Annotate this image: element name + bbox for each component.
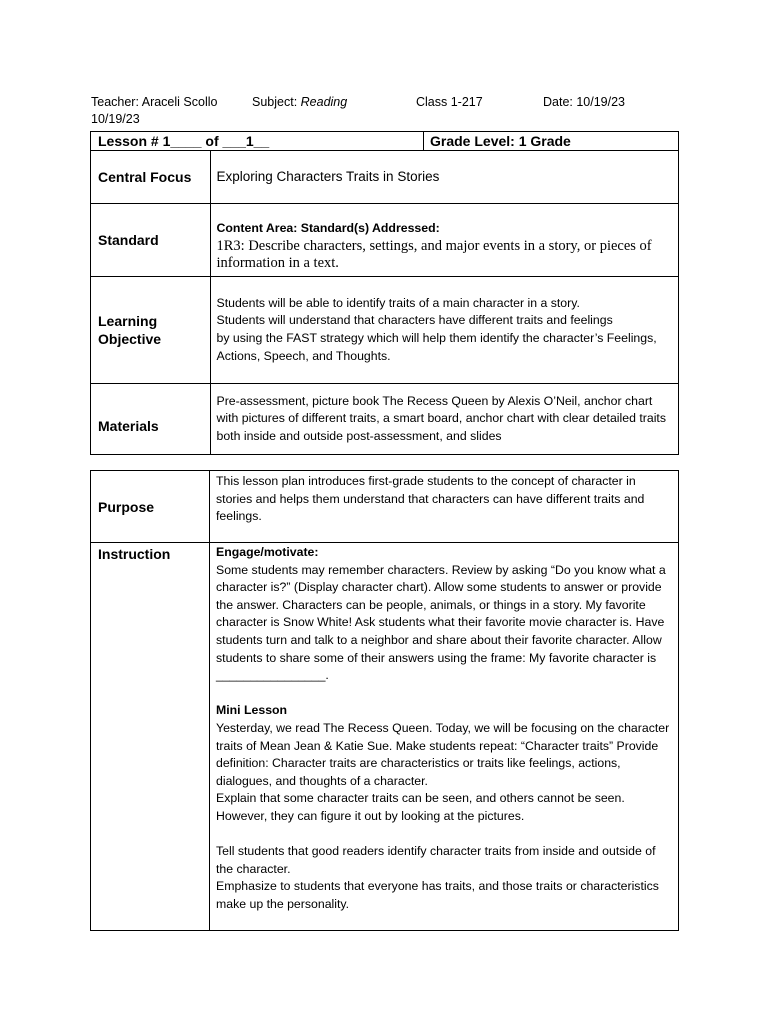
lesson-details-table bbox=[90, 470, 679, 931]
subject bbox=[252, 94, 347, 110]
materials-label: Materials bbox=[91, 384, 210, 454]
central-focus-text: Exploring Characters Traits in Stories bbox=[216, 169, 440, 185]
tell-text-1: Tell students that good readers identify character traits from inside and outside of the character. bbox=[216, 844, 656, 876]
teacher-name: Teacher: Araceli Scollo bbox=[91, 95, 218, 109]
mini-lesson-text-1: Yesterday, we read The Recess Queen. Today, we will be focusing on the character traits of Mean Jean & Katie Sue. Make students repeat: “Character traits” Provide definition: Character traits are characteristics or traits like feelings, actions, dialogues, and thoughts of a character. bbox=[216, 720, 670, 788]
purpose-text: This lesson plan introduces first-grade students to the concept of character in stories and helps them understand that characters can have different traits and feelings. bbox=[210, 471, 679, 543]
tell-text-2: Emphasize to students that everyone has traits, and those traits or characteristics make up the personality. bbox=[216, 879, 659, 911]
materials-row bbox=[91, 384, 679, 455]
date-wrap: 10/19/23 bbox=[91, 112, 140, 126]
standard-row bbox=[91, 204, 679, 277]
learning-objective-text: Students will be able to identify traits of a main character in a story. Students will understand that characters have different traits and feelings by using the FAST strategy which will help them identify the character’s Feelings, Actions, Speech, and Thoughts. bbox=[216, 295, 657, 363]
date: Date: 10/19/23 bbox=[543, 95, 626, 109]
standard-label: Standard bbox=[91, 204, 210, 276]
grade-level: Grade Level: 1 Grade bbox=[424, 132, 679, 151]
lesson-plan-table bbox=[90, 131, 679, 455]
purpose-row bbox=[91, 471, 679, 543]
class-number: Class 1-217 bbox=[416, 95, 483, 109]
instruction-content bbox=[210, 543, 679, 931]
central-focus-row bbox=[91, 151, 679, 204]
learning-objective-row bbox=[91, 277, 679, 384]
mini-lesson-heading: Mini Lesson bbox=[216, 703, 288, 718]
central-focus-label: Central Focus bbox=[91, 151, 210, 203]
engage-heading: Engage/motivate: bbox=[216, 545, 319, 559]
materials-text: Pre-assessment, picture book The Recess Queen by Alexis O’Neil, anchor chart with pictures of different traits, a smart board, anchor chart with clear detailed traits both inside and outside post-assessment, and slides bbox=[216, 393, 666, 443]
learning-objective-label: Learning Objective bbox=[91, 277, 210, 383]
instruction-row bbox=[91, 543, 679, 931]
lesson-number: Lesson # 1____ of ___1__ bbox=[91, 132, 424, 151]
subject-label: Subject: bbox=[252, 95, 301, 109]
engage-text: Some students may remember characters. Review by asking “Do you know what a character is?” (Display character chart). Allow some students to answer or provide the answer. Characters can be people, animals, or things in a story. My favorite character is Snow White! Ask students what their favorite movie character is. Have students turn and talk to a neighbor and share about their favorite character. Allow students to share some of their answers using the frame: My favorite character is ________________. bbox=[216, 562, 666, 683]
standard-text: 1R3: Describe characters, settings, and major events in a story, or pieces of information in a text. bbox=[216, 237, 652, 271]
subject-value: Reading bbox=[300, 95, 348, 109]
mini-lesson-text-2: Explain that some character traits can be seen, and others cannot be seen. However, they can figure it out by looking at the pictures. bbox=[216, 791, 625, 823]
purpose-label: Purpose bbox=[91, 471, 210, 543]
instruction-label: Instruction bbox=[91, 543, 210, 931]
lesson-row bbox=[91, 132, 679, 151]
standard-heading: Content Area: Standard(s) Addressed: bbox=[216, 221, 440, 236]
